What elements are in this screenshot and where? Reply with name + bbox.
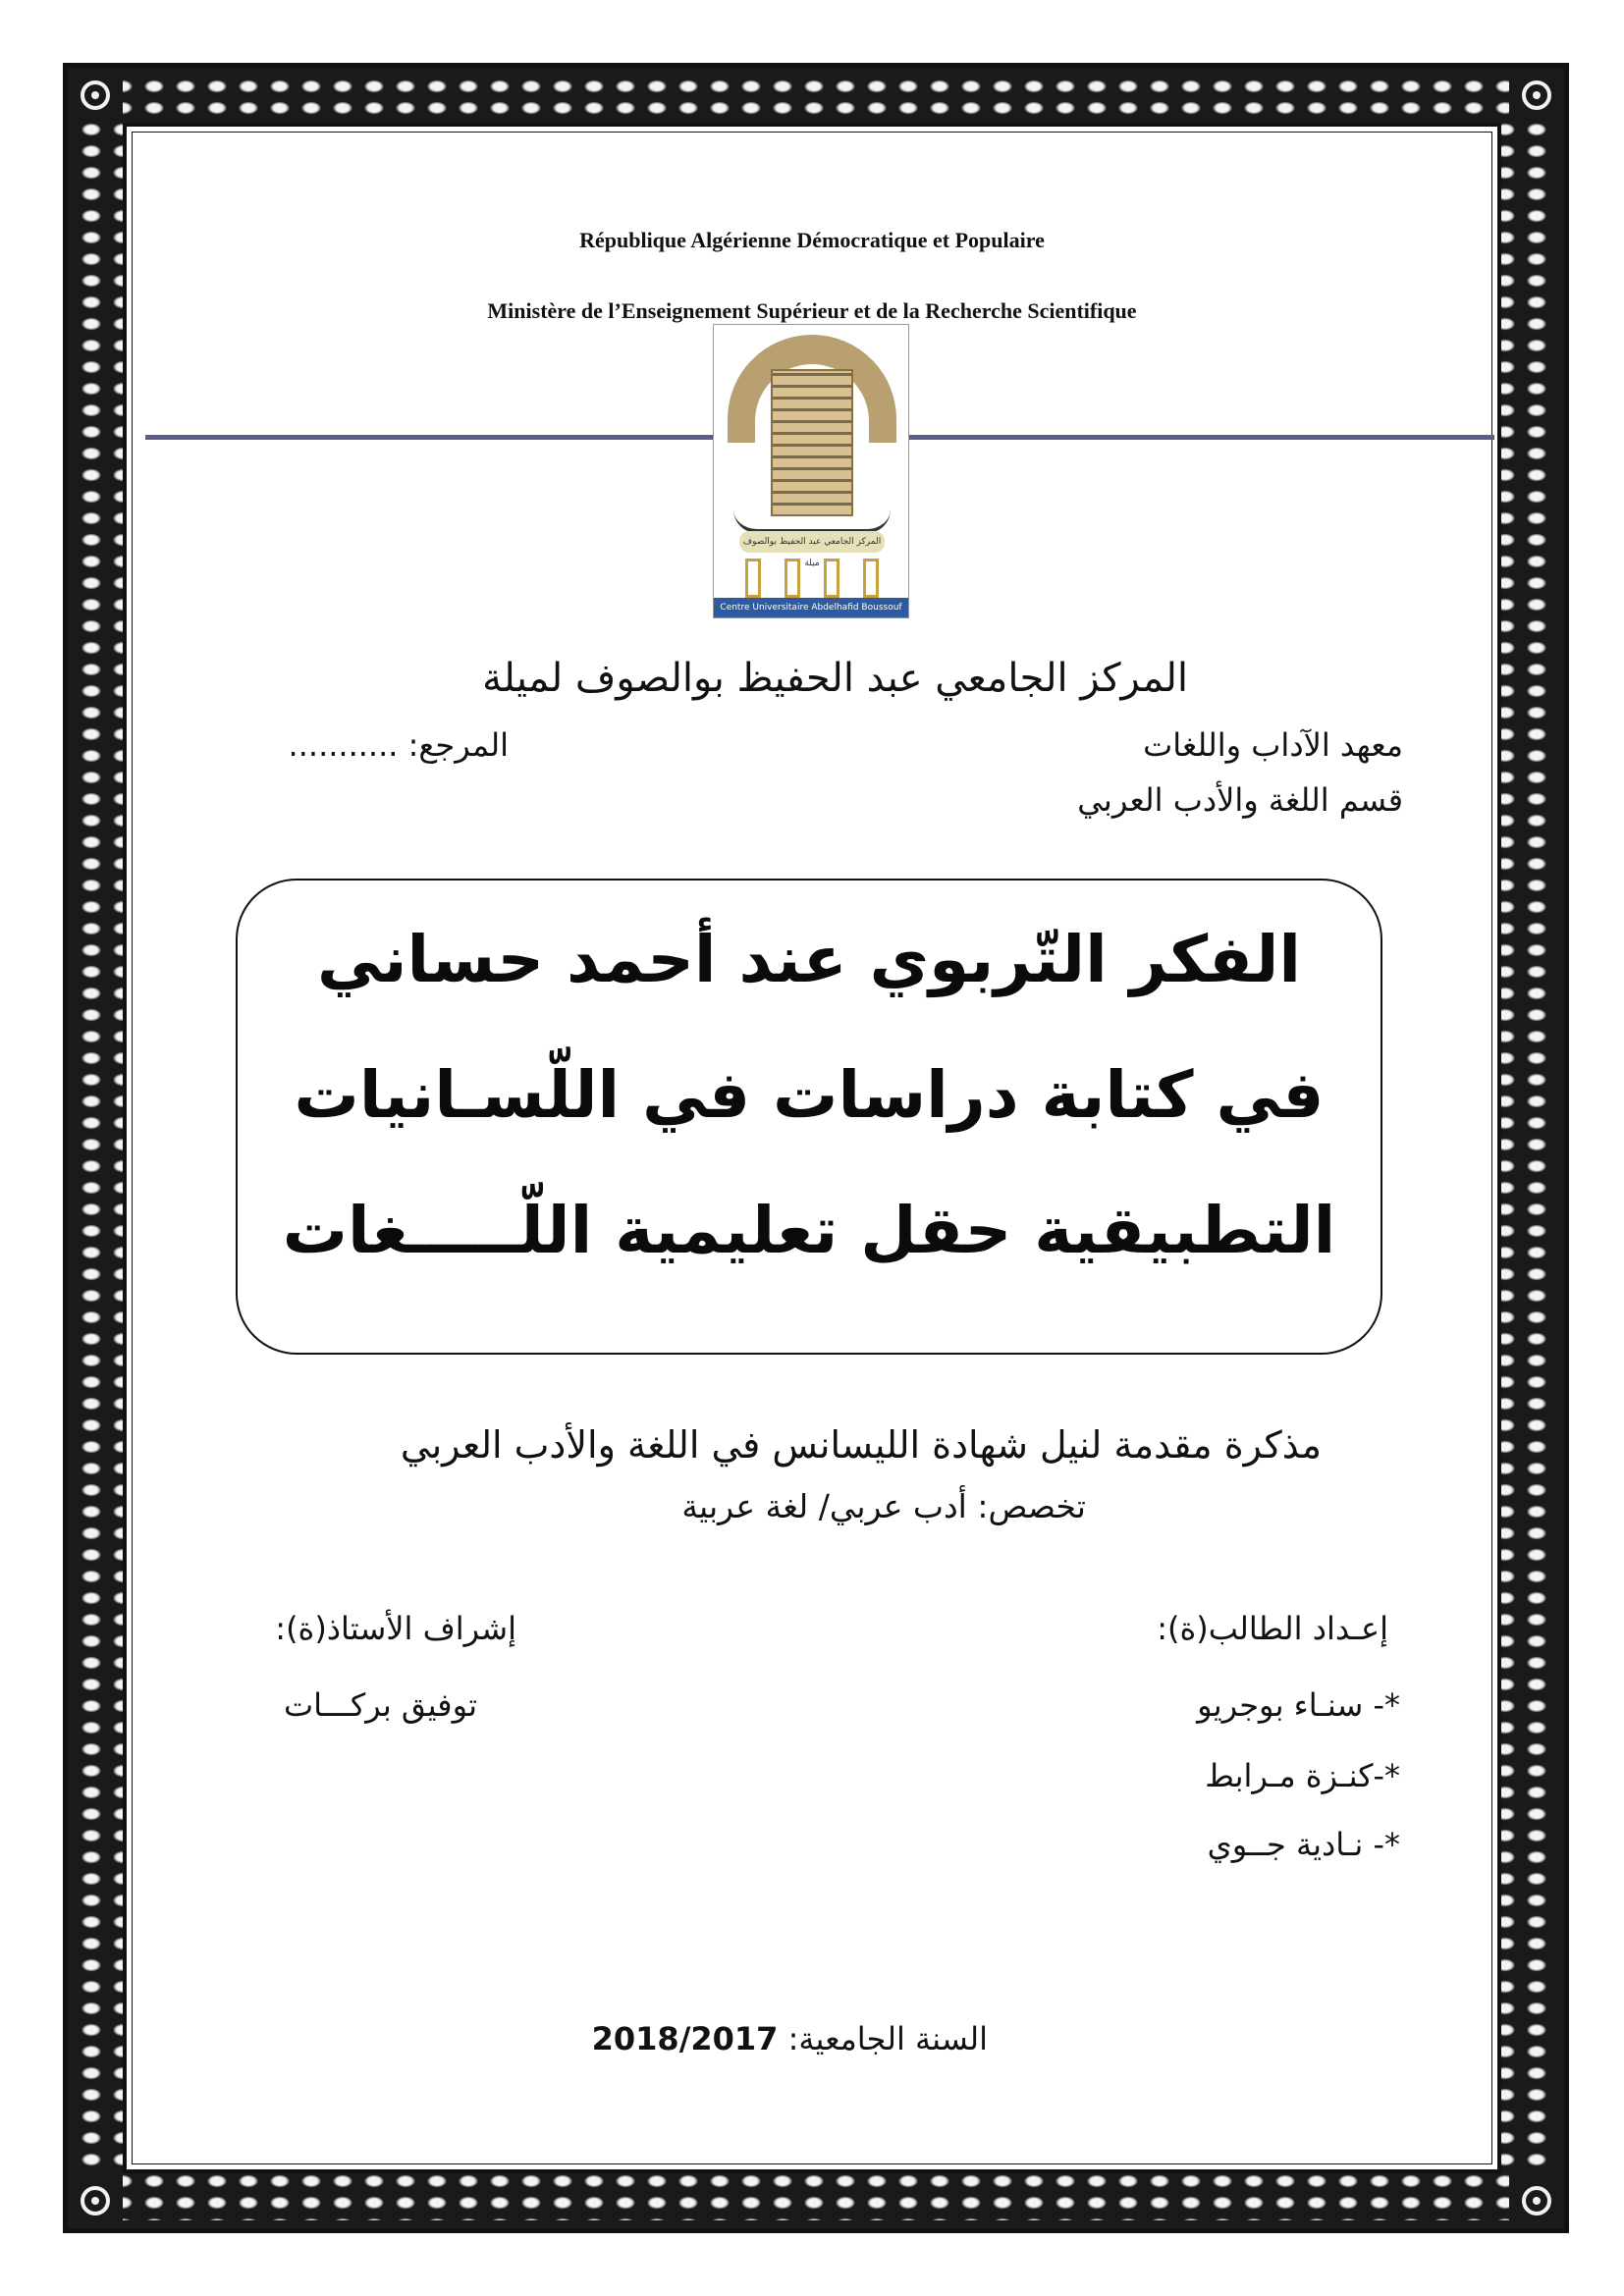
students-label: إعـداد الطالب(ة):	[1157, 1610, 1388, 1647]
student-name-1: *- سنـاء بوجريو	[1197, 1686, 1400, 1724]
thesis-title-box	[236, 879, 1382, 1355]
logo-arabic-name: المركز الجامعي عبد الحفيظ بوالصوف ميلة	[739, 531, 885, 553]
title-line-1: الفكر التّربوي عند أحمد حساني	[316, 922, 1302, 997]
thesis-purpose: مذكرة مقدمة لنيل شهادة الليسانس في اللغة والأدب العربي	[400, 1423, 1322, 1467]
supervisor-name: توفيق بركـــات	[283, 1686, 477, 1724]
university-logo	[713, 324, 909, 632]
corner-ornament-bottom-right	[1509, 2173, 1564, 2228]
student-name-2: *-كنـزة مـرابط	[1205, 1757, 1400, 1794]
academic-year	[592, 2020, 988, 2057]
ministry-header: Ministère de l’Enseignement Supérieur et de la Recherche Scientifique	[487, 298, 1137, 323]
reference-field: المرجع: ...........	[288, 726, 509, 764]
academic-year-value: 2018/2017	[591, 2020, 779, 2057]
university-center-name: المركز الجامعي عبد الحفيظ بوالصوف لميلة	[482, 656, 1188, 701]
logo-caption: Centre Universitaire Abdelhafid Boussouf Mila	[714, 598, 908, 617]
corner-ornament-top-right	[1509, 68, 1564, 123]
specialization	[681, 1487, 1086, 1525]
logo-pillars	[745, 559, 879, 598]
department-name: قسم اللغة والأدب العربي	[1077, 781, 1403, 819]
supervisor-label: إشراف الأستاذ(ة):	[275, 1610, 516, 1647]
specialization-label: تخصص:	[977, 1487, 1086, 1525]
institute-name: معهد الآداب واللغات	[1143, 726, 1403, 764]
logo-book	[733, 509, 891, 533]
title-line-3: التطبيقية حقل تعليمية اللّـــــغات	[282, 1193, 1336, 1268]
header-rule-right	[909, 435, 1494, 440]
corner-ornament-bottom-left	[68, 2173, 123, 2228]
specialization-value: أدب عربي/ لغة عربية	[681, 1487, 967, 1525]
academic-year-label: السنة الجامعية:	[787, 2020, 988, 2057]
header-rule-left	[145, 435, 713, 440]
logo-building	[771, 369, 853, 516]
republic-header: République Algérienne Démocratique et Populaire	[579, 228, 1045, 252]
title-line-2: في كتابة دراسات في اللّسـانيات	[294, 1057, 1325, 1133]
corner-ornament-top-left	[68, 68, 123, 123]
student-name-3: *- نـادية جــوي	[1207, 1826, 1400, 1863]
